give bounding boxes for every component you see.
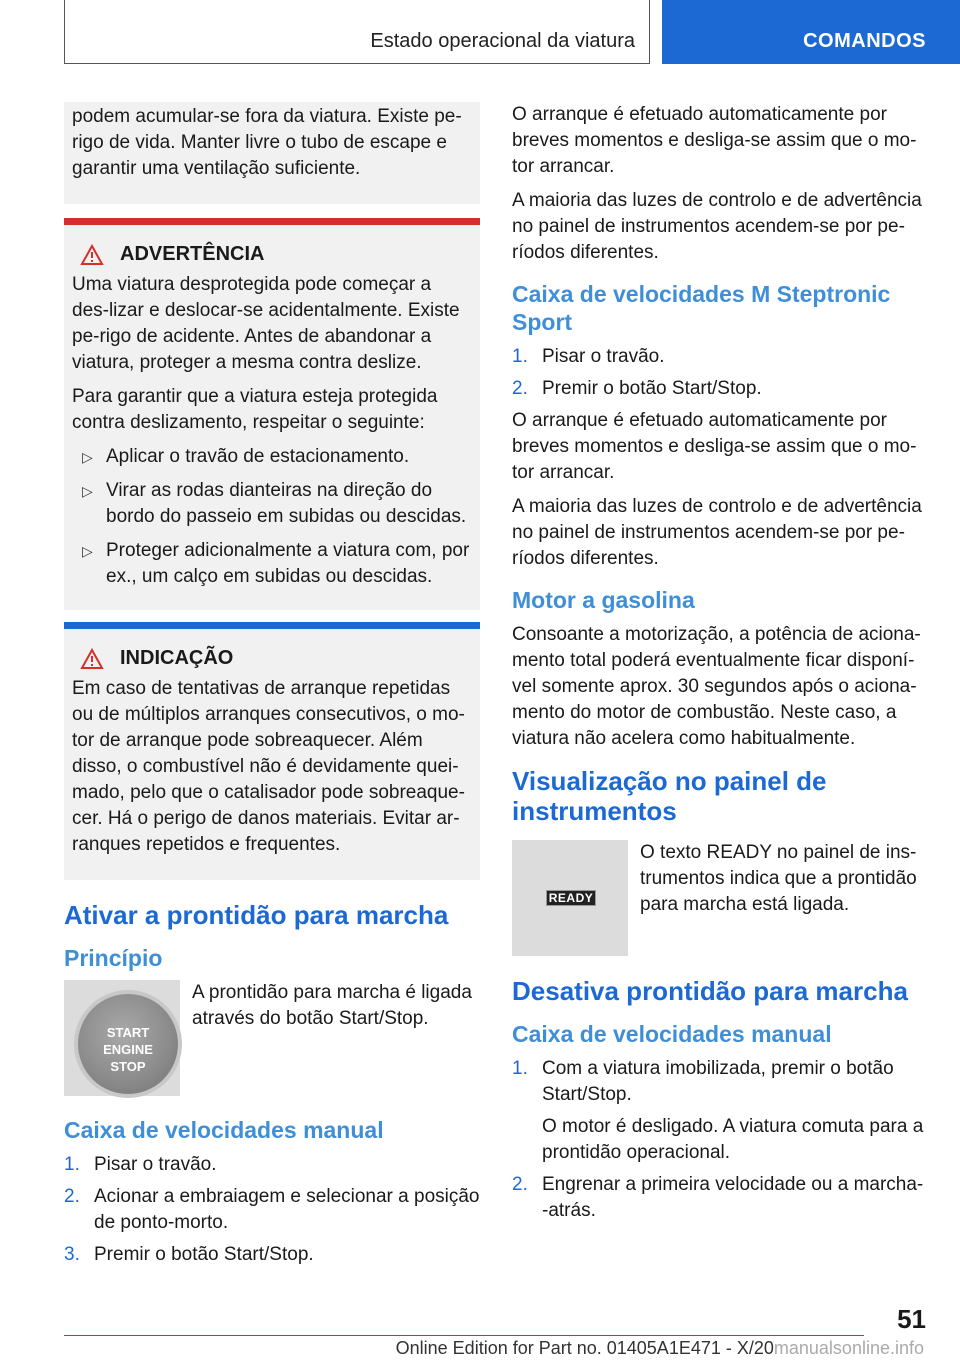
step-text: Pisar o travão. — [94, 1154, 217, 1175]
list-item — [64, 1242, 480, 1268]
warning-text: Uma viatura desprotegida pode começar a des-lizar e deslocar-se acidentalmente. Existe pe-rigo de acidente. Antes de abandonar a viatura, proteger a mesma contra deslize. — [72, 274, 460, 373]
footer — [64, 1338, 924, 1359]
header-section-box — [64, 0, 650, 64]
warning-triangle-icon — [80, 244, 104, 266]
header-chapter-tab — [662, 0, 960, 64]
warning-title-text: ADVERTÊNCIA — [120, 243, 265, 265]
warning-title — [72, 243, 472, 266]
ready-indicator-icon: READY — [546, 890, 596, 906]
list-item: ▷ Virar as rodas dianteiras na direção do bordo do passeio em subidas ou descidas. — [72, 478, 472, 530]
heading-principle: Princípio — [64, 945, 163, 971]
step-number: 1. — [64, 1154, 80, 1175]
step-text: Pisar o travão. — [542, 346, 665, 367]
principle-row — [64, 980, 480, 1096]
deactivate-steps — [512, 1056, 924, 1224]
stop-label: STOP — [110, 1059, 146, 1074]
start-label: START — [106, 1025, 150, 1040]
intro-box — [64, 102, 480, 204]
list-item: ▷ Aplicar o travão de estacionamento. — [72, 444, 472, 470]
footer-edition: Online Edition for Part no. 01405A1E471 - X/20 — [395, 1338, 774, 1358]
petrol-text: Consoante a motorização, a potência de aciona-mento total poderá eventualmente ficar disponí-vel somente aprox. 30 segundos após o aciona-mento do motor de combustão. Neste caso, a viatura não acelera como habitualmente. — [512, 624, 921, 749]
start-stop-button-image — [64, 980, 180, 1096]
intro-text: podem acumular-se fora da viatura. Existe pe-rigo de vida. Manter livre o tubo de escape e garantir uma ventilação suficiente. — [72, 106, 462, 179]
note-title — [72, 647, 472, 670]
list-item — [64, 1152, 480, 1178]
page-number: 51 — [897, 1304, 926, 1334]
header-chapter-title: COMANDOS — [803, 30, 926, 52]
display-text: O texto READY no painel de ins-trumentos indica que a prontidão para marcha está ligada. — [640, 842, 917, 915]
step-number: 2. — [64, 1186, 80, 1207]
engine-label: ENGINE — [103, 1042, 153, 1057]
note-text: Em caso de tentativas de arranque repetidas ou de múltiplos arranques consecutivos, o mo-tor de arranque pode sobreaquecer. Além disso, o combustível não é devidamente quei-mado, pelo que o catalisador pode sobreaque-cer. Há o perigo de danos materiais. Evitar ar-ranques repetidos e frequentes. — [72, 678, 465, 855]
principle-text: A prontidão para marcha é ligada através do botão Start/Stop. — [192, 982, 472, 1029]
list-item — [512, 1056, 924, 1166]
step-text: Premir o botão Start/Stop. — [94, 1244, 314, 1265]
paragraph: O arranque é efetuado automaticamente por breves momentos e desliga-se assim que o mo-tor arrancar. — [512, 104, 917, 177]
footer-brand: manualsonline.info — [773, 1338, 924, 1358]
steptronic-steps — [512, 344, 924, 402]
header-section-title: Estado operacional da viatura — [370, 30, 635, 52]
list-item — [512, 344, 924, 370]
step-number: 1. — [512, 1058, 528, 1079]
step-number: 1. — [512, 346, 528, 367]
note-triangle-icon — [80, 648, 104, 670]
heading-manual-gearbox: Caixa de velocidades manual — [64, 1117, 384, 1143]
heading-deactivate: Desativa prontidão para marcha — [512, 976, 908, 1006]
ready-display-image — [512, 840, 628, 956]
list-item — [512, 376, 924, 402]
step-text: Premir o botão Start/Stop. — [542, 378, 762, 399]
step-text: Engrenar a primeira velocidade ou a marcha--atrás. — [542, 1174, 924, 1221]
note-box — [64, 622, 480, 880]
heading-petrol: Motor a gasolina — [512, 587, 695, 613]
warning-list — [72, 444, 472, 590]
heading-display: Visualização no painel de instrumentos — [512, 766, 827, 826]
step-text: Com a viatura imobilizada, premir o botão Start/Stop. — [542, 1058, 894, 1105]
start-stop-button-icon — [74, 990, 182, 1098]
left-column — [64, 102, 480, 1274]
heading-steptronic: Caixa de velocidades M Steptronic Sport — [512, 281, 891, 335]
heading-manual-gearbox-2: Caixa de velocidades manual — [512, 1021, 832, 1047]
right-column — [512, 102, 924, 1230]
list-item — [64, 1184, 480, 1236]
warning-text-2: Para garantir que a viatura esteja protegida contra deslizamento, respeitar o seguinte: — [72, 386, 438, 433]
footer-divider — [64, 1335, 864, 1336]
list-item — [512, 1172, 924, 1224]
heading-activate: Ativar a prontidão para marcha — [64, 900, 449, 930]
display-row — [512, 840, 924, 956]
paragraph: A maioria das luzes de controlo e de advertência no painel de instrumentos acendem-se por pe-ríodos diferentes. — [512, 496, 922, 569]
manual-steps — [64, 1152, 480, 1268]
step-number: 3. — [64, 1244, 80, 1265]
step-number: 2. — [512, 378, 528, 399]
list-item: ▷ Proteger adicionalmente a viatura com, por ex., um calço em subidas ou descidas. — [72, 538, 472, 590]
step-number: 2. — [512, 1174, 528, 1195]
paragraph: O arranque é efetuado automaticamente por breves momentos e desliga-se assim que o mo-tor arrancar. — [512, 410, 917, 483]
warning-box — [64, 218, 480, 610]
step-subtext: O motor é desligado. A viatura comuta para a prontidão operacional. — [542, 1116, 924, 1163]
step-text: Acionar a embraiagem e selecionar a posição de ponto-morto. — [94, 1186, 480, 1233]
paragraph: A maioria das luzes de controlo e de advertência no painel de instrumentos acendem-se por pe-ríodos diferentes. — [512, 190, 922, 263]
note-title-text: INDICAÇÃO — [120, 647, 234, 669]
